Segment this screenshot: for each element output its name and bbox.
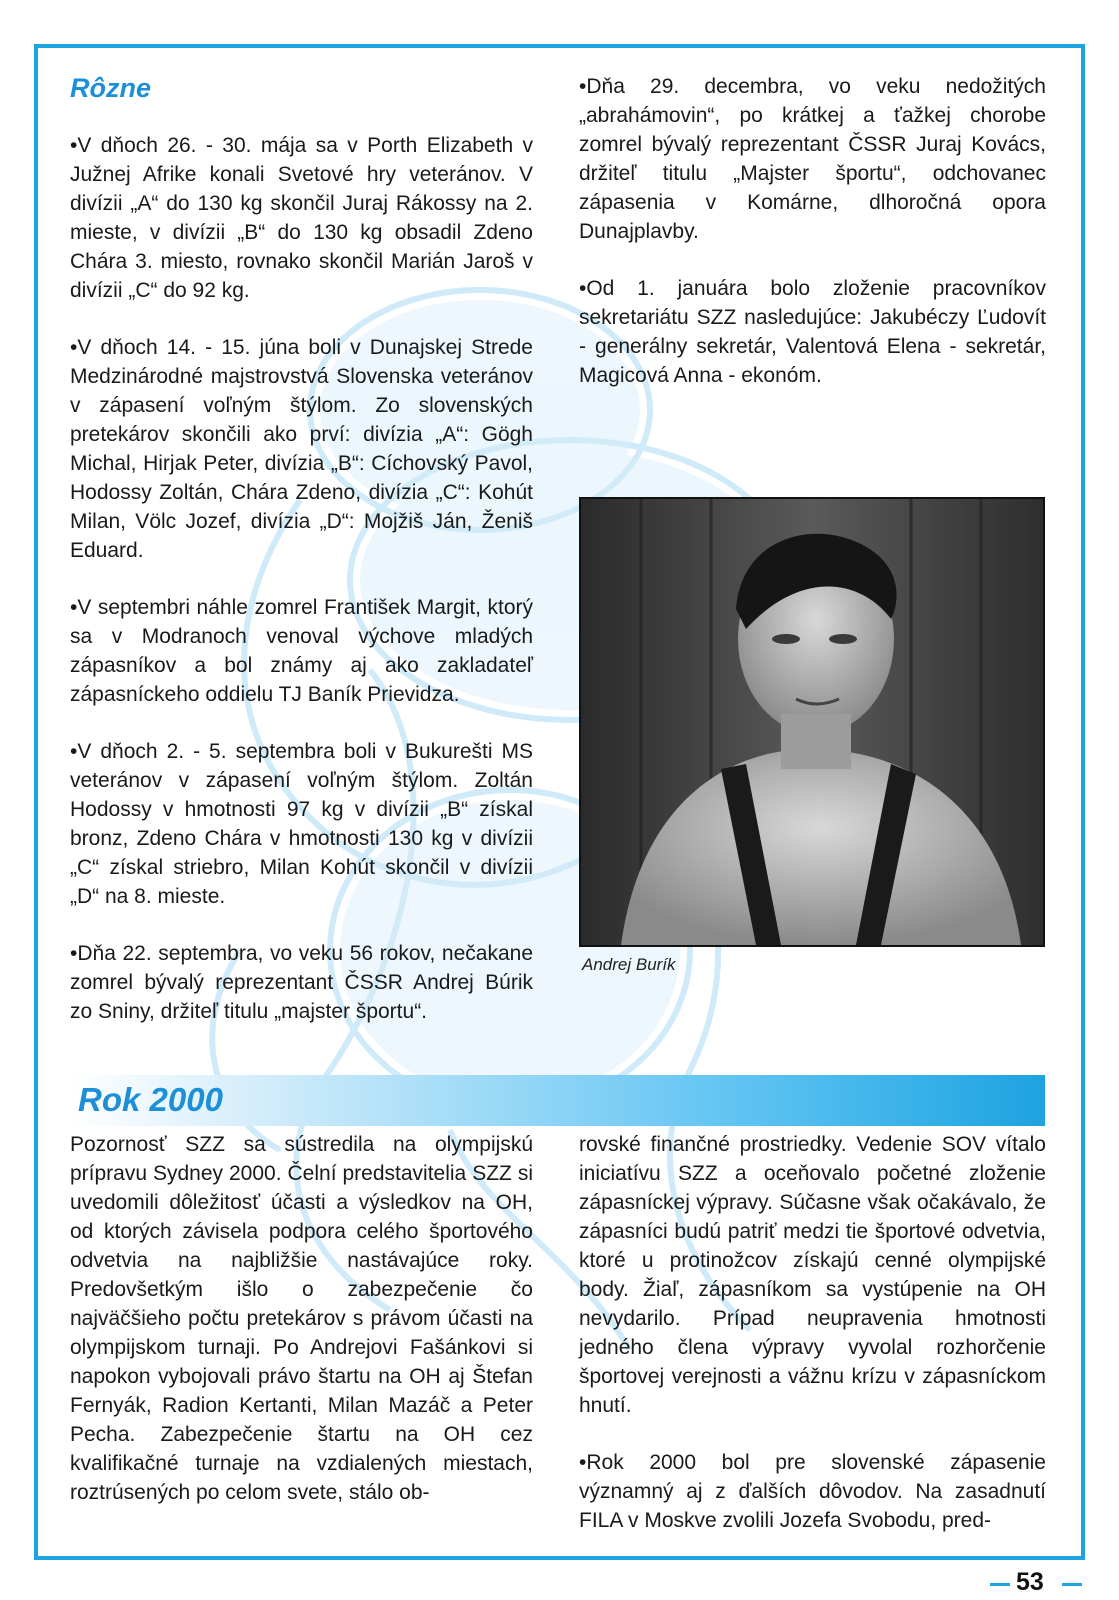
section-title: Rôzne — [70, 73, 151, 103]
left-column-top — [70, 131, 533, 1026]
news-item: •Dňa 29. decembra, vo veku nedožitých „abrahámovin“, po krátkej a ťažkej chorobe zomrel bývalý reprezentant ČSSR Juraj Kovács, držiteľ titulu „Majster športu“, odchovanec zápasenia v Komárne, dlhoročná opora Dunajplavby. — [579, 75, 1046, 243]
news-item: •V dňoch 14. - 15. júna boli v Dunajskej Strede Medzinárodné majstrovstvá Slovenska veteránov v zápasení voľným štýlom. Zo slovenských pretekárov skončili ako prví: divízia „A“: Gögh Michal, Hirjak Peter, divízia „B“: Cíchovský Pavol, Hodossy Zoltán, Chára Zdeno, divízia „C“: Kohút Milan, Völc Jozef, divízia „D“: Mojžiš Ján, Ženiš Eduard. — [70, 336, 533, 562]
year-banner — [70, 1075, 1045, 1126]
page-number: 53 — [1016, 1568, 1044, 1596]
news-item: •Dňa 22. septembra, vo veku 56 rokov, nečakane zomrel bývalý reprezentant ČSSR Andrej Búrik zo Sniny, držiteľ titulu „majster športu“. — [70, 942, 533, 1023]
page-number-rule — [1062, 1583, 1082, 1586]
page-number-rule — [990, 1583, 1010, 1586]
news-item: •V dňoch 26. - 30. mája sa v Porth Elizabeth v Južnej Afrike konali Svetové hry veteránov. V divízii „A“ do 130 kg skončil Juraj Rákossy na 2. mieste, v divízii „B“ do 130 kg obsadil Zdeno Chára 3. miesto, rovnako skončil Marián Jaroš v divízii „C“ do 92 kg. — [70, 134, 533, 302]
news-item: •Rok 2000 bol pre slovenské zápasenie významný aj z ďalších dôvodov. Na zasadnutí FILA v Moskve zvolili Jozefa Svobodu, pred- — [579, 1451, 1046, 1532]
news-item: •V septembri náhle zomrel František Margit, ktorý sa v Modranoch venoval výchove mladých zápasníkov a bol známy aj ako zakladateľ zápasníckeho oddielu TJ Baník Prievidza. — [70, 596, 533, 706]
right-column-top — [579, 72, 1046, 390]
year-title: Rok 2000 — [78, 1081, 223, 1118]
article-paragraph: Pozornosť SZZ sa sústredila na olympijskú prípravu Sydney 2000. Čelní predstavitelia SZZ si uvedomili dôležitosť účasti a výsledkov na OH, od ktorých závisela podpora celého športového odvetvia na najbližšie nastávajúce roky. Predovšetkým išlo o zabezpečenie čo najväčšieho počtu pretekárov s právom účasti na olympijskom turnaji. Po Andrejovi Fašánkovi si napokon vybojovali právo štartu na OH aj Štefan Fernyák, Radion Kertanti, Milan Mazáč a Peter Pecha. Zabezpečenie štartu na OH cez kvalifikačné turnaje na vzdialených miestach, roztrúsených po celom svete, stálo ob- — [70, 1133, 533, 1504]
article-paragraph: rovské finančné prostriedky. Vedenie SOV vítalo iniciatívu SZZ a oceňovalo početné zloženie zápasníckej výpravy. Súčasne však očakávalo, že zápasníci budú patriť medzi tie športové odvetvia, ktoré u protinožcov získajú cenné olympijské body. Žiaľ, zápasníkom sa vystúpenie na OH nevydarilo. Prípad neupravenia hmotnosti jedného člena výpravy vyvolal rozhorčenie športovej verejnosti a vážnu krízu v zápasníckom hnutí. — [579, 1133, 1046, 1417]
news-item: •Od 1. januára bolo zloženie pracovníkov sekretariátu SZZ nasledujúce: Jakubéczy Ľudovít - generálny sekretár, Valentová Elena - sekretár, Magicová Anna - ekonóm. — [579, 277, 1046, 387]
left-column-bottom — [70, 1130, 533, 1507]
right-column-bottom — [579, 1130, 1046, 1535]
photo-caption: Andrej Burík — [582, 955, 676, 974]
portrait-photo — [579, 497, 1045, 947]
news-item: •V dňoch 2. - 5. septembra boli v Bukurešti MS veteránov v zápasení voľným štýlom. Zoltán Hodossy v hmotnosti 97 kg v divízii „B“ získal bronz, Zdeno Chára v hmotnosti 130 kg v divízii „C“ získal striebro, Milan Kohút skončil v divízii „D“ na 8. mieste. — [70, 740, 533, 908]
